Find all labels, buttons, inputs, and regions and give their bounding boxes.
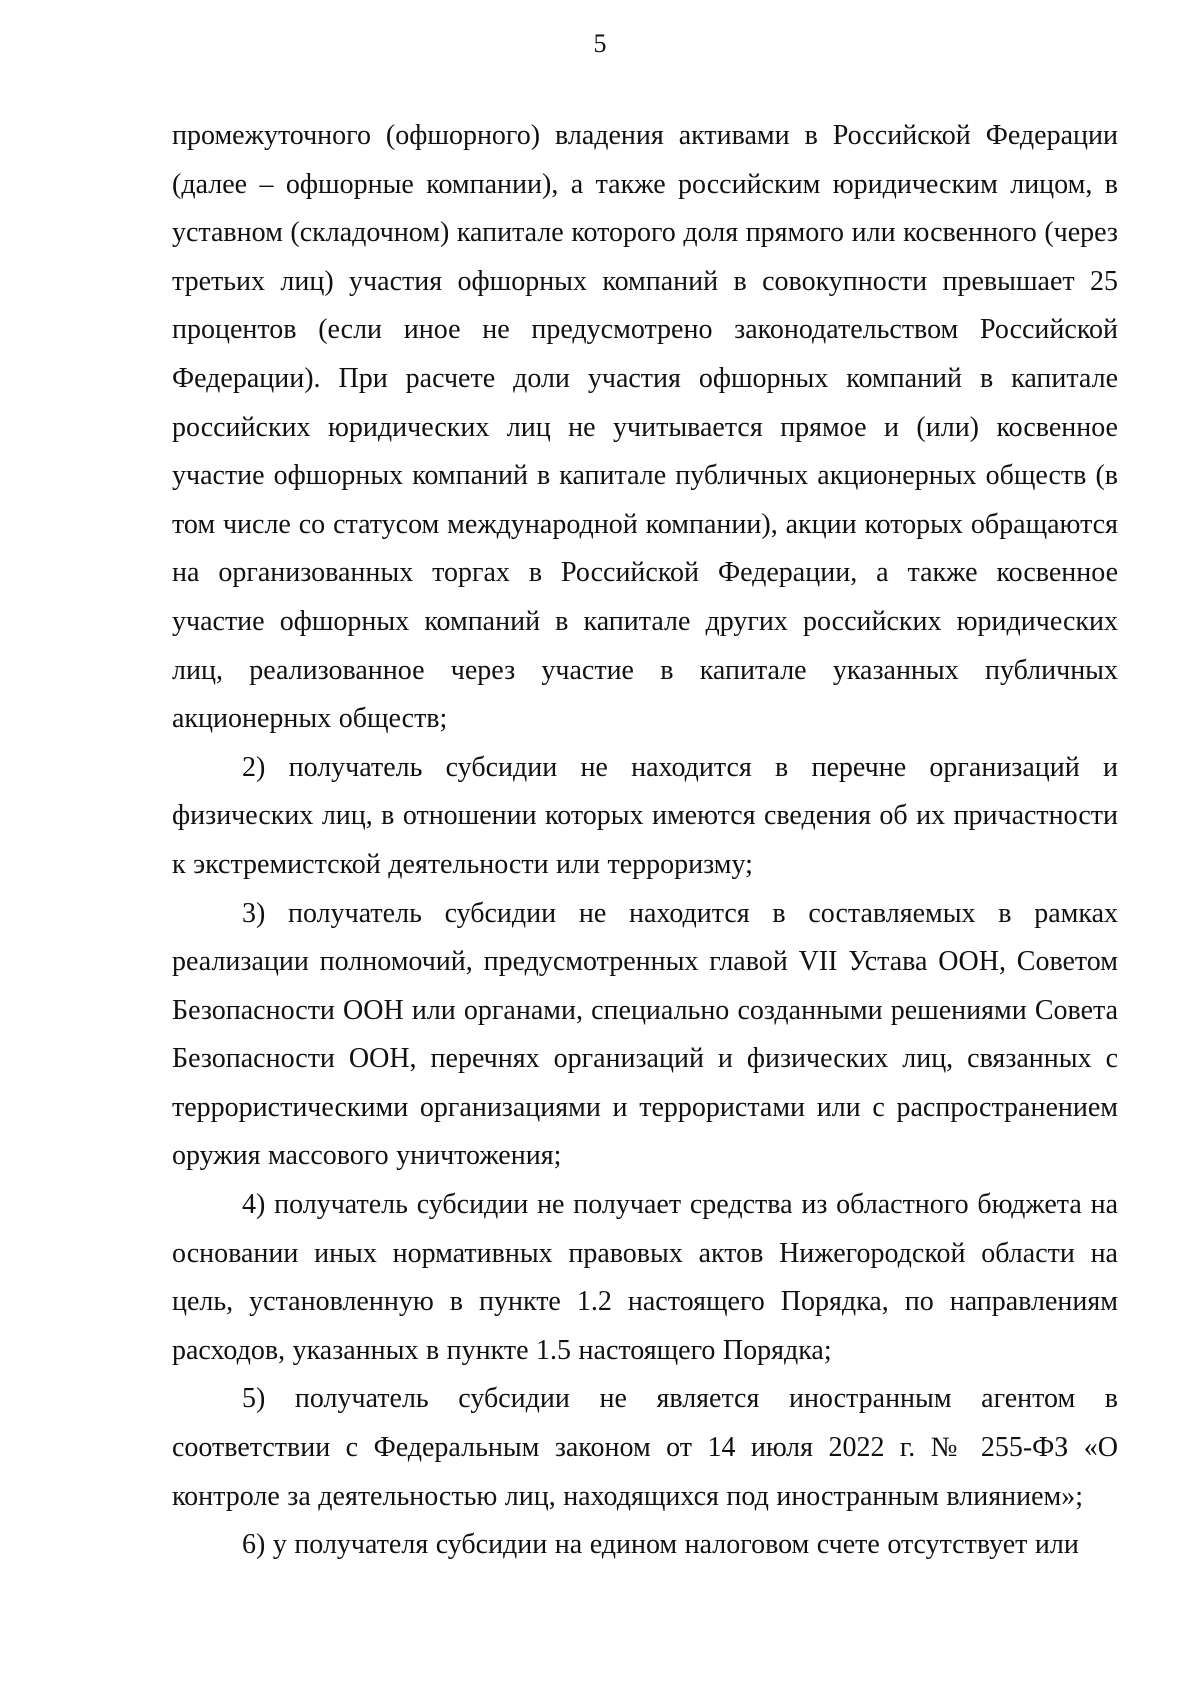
document-body [172,112,1118,1570]
page-number: 5 [593,29,607,58]
paragraph-item-5: 5) получатель субсидии не является иностранным агентом в соответствии с Федеральным законом от 14 июля 2022 г. № 255-ФЗ «О контроле за деятельностью лиц, находящихся под иностранным влиянием»; [172,1383,1118,1512]
paragraph-item-6: 6) у получателя субсидии на едином налоговом счете отсутствует или [242,1529,1079,1561]
paragraph-offshore-continuation: промежуточного (офшорного) владения активами в Российской Федерации (далее – офшорные компании), а также российским юридическим лицом, в уставном (складочном) капитале которого доля прямого или косвенного (через третьих лиц) участия офшорных компаний в совокупности превышает 25 процентов (если иное не предусмотрено законодательством Российской Федерации). При расчете доли участия офшорных компаний в капитале российских юридических лиц не учитывается прямое и (или) косвенное участие офшорных компаний в капитале публичных акционерных обществ (в том числе со статусом международной компании), акции которых обращаются на организованных торгах в Российской Федерации, а также косвенное участие офшорных компаний в капитале других российских юридических лиц, реализованное через участие в капитале указанных публичных акционерных обществ; [172,120,1118,735]
paragraph-item-4: 4) получатель субсидии не получает средства из областного бюджета на основании иных нормативных правовых актов Нижегородской области на цель, установленную в пункте 1.2 настоящего Порядка, по направлениям расходов, указанных в пункте 1.5 настоящего Порядка; [172,1189,1118,1366]
paragraph-item-2: 2) получатель субсидии не находится в перечне организаций и физических лиц, в отношении которых имеются сведения об их причастности к экстремистской деятельности или терроризму; [172,751,1118,880]
paragraph-item-3: 3) получатель субсидии не находится в составляемых в рамках реализации полномочий, предусмотренных главой VII Устава ООН, Советом Безопасности ООН или органами, специально созданными решениями Совета Безопасности ООН, перечнях организаций и физических лиц, связанных с террористическими организациями и террористами или с распространением оружия массового уничтожения; [172,897,1118,1172]
